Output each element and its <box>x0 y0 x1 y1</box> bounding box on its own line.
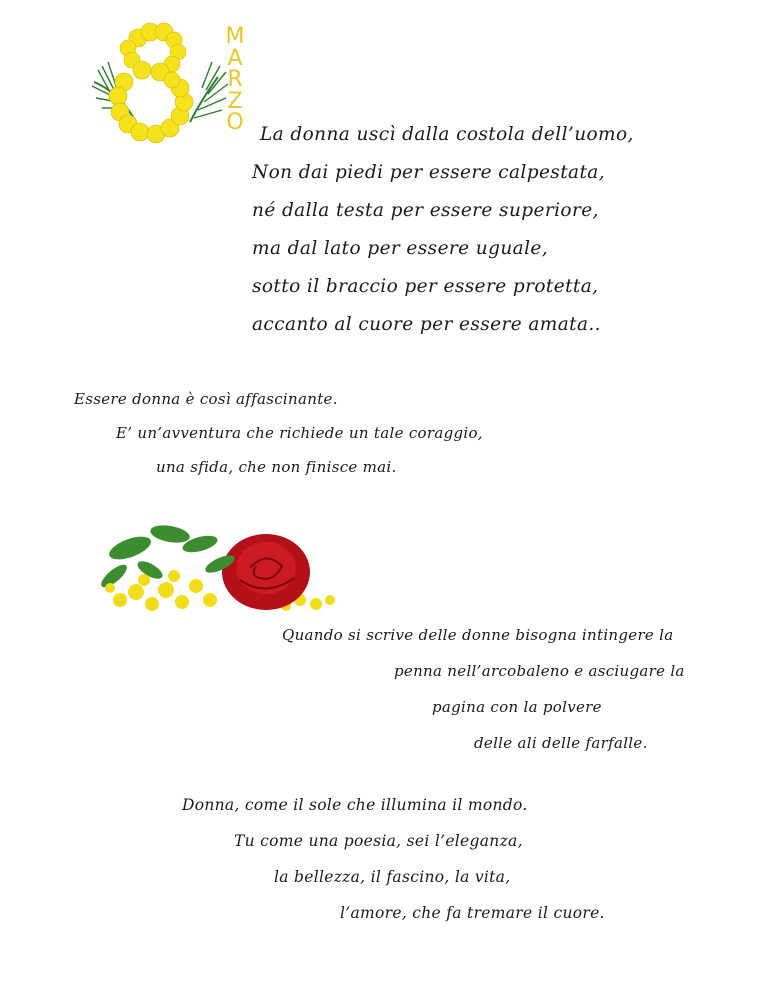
red-rose-icon <box>203 534 310 610</box>
mimosa-number-8-icon <box>109 23 193 143</box>
poem-line: né dalla testa per essere superiore, <box>252 200 599 221</box>
poem-line: penna nell’arcobaleno e asciugare la <box>394 662 685 680</box>
poem-line: Essere donna è così affascinante. <box>74 390 338 408</box>
leaf-icon <box>100 523 219 591</box>
poem-line: La donna uscì dalla costola dell’uomo, <box>260 124 634 145</box>
poem-line: ma dal lato per essere uguale, <box>252 238 549 259</box>
poem-line: Donna, come il sole che illumina il mondo. <box>182 796 528 814</box>
poem-line: accanto al cuore per essere amata.. <box>252 314 601 335</box>
poem-line: pagina con la polvere <box>432 698 602 716</box>
marzo-word <box>224 26 246 134</box>
marzo-letter: Z <box>227 88 243 114</box>
poem-line: Non dai piedi per essere calpestata, <box>252 162 606 183</box>
poem-line: Quando si scrive delle donne bisogna intingere la <box>282 626 674 644</box>
rose-mimosa-image <box>100 520 342 616</box>
poem-line: delle ali delle farfalle. <box>474 734 648 752</box>
marzo-letter: M <box>225 24 245 49</box>
marzo-letter: O <box>226 110 244 135</box>
poem-line: la bellezza, il fascino, la vita, <box>274 868 511 886</box>
poem-line: E’ un’avventura che richiede un tale coraggio, <box>116 424 483 442</box>
poem-line: una sfida, che non finisce mai. <box>156 458 397 476</box>
poem-line: l’amore, che fa tremare il cuore. <box>340 904 605 922</box>
poem-line: sotto il braccio per essere protetta, <box>252 276 599 297</box>
poem-line: Tu come una poesia, sei l’eleganza, <box>234 832 523 850</box>
marzo-letter: A <box>227 45 243 71</box>
marzo-letter: R <box>227 67 243 92</box>
palm-leaf-icon <box>190 62 228 122</box>
